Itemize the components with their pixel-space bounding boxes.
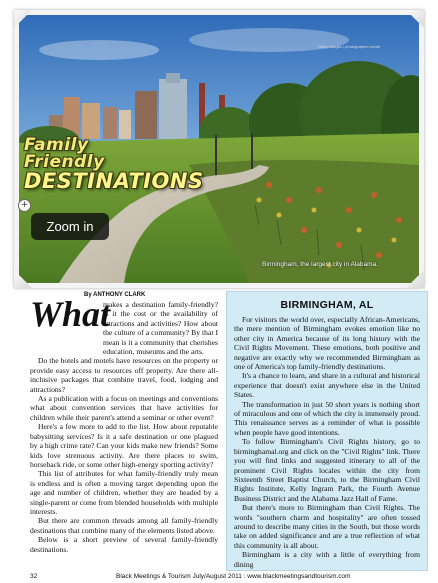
photo-caption: Birmingham, the largest city in Alabama. [262, 261, 378, 268]
headline-line-3: DESTINATIONS [24, 169, 204, 193]
sidebar-body [227, 315, 427, 569]
magazine-footer-text: Black Meetings & Tourism July/August 2011 : www.blackmeetingsandtourism.com [116, 573, 351, 580]
page-number: 32 [30, 573, 38, 580]
article-paragraph: This list of attributes for what family-friendly truly mean is endless and is often a moving target depending upon the age and number of children, whether they are headed by a single-parent or come from blended households with multiple interests. [30, 469, 218, 516]
photo-credit: Getty Images / photographer credit [318, 44, 380, 49]
sidebar-paragraph: For visitors the world over, especially African-Americans, the mere mention of Birmingham evokes emotion like no other city in America because of its long history with the Civil Rights Movement. These emotions, both positive and negative are exactly why we recommended Birmingham as one of America's top family-friendly destinations. [234, 315, 420, 372]
article-paragraph: Here's a few more to add to the list. How about reputable babysitting services? Is it a safe destination or one plagued by a high crime rate? Can your kids make new friends? Some kids love strenuous activity. Are there places to swim, horseback ride, or some other high-energy sporting activity? [30, 422, 218, 469]
article-dropcap: What [30, 294, 111, 334]
article-lead-text: makes a destination family-friendly? Is it the cost or the availability of attractions and activities? How about the culture of a community? By that I mean is it a community that cherishes education, museums and the arts. [103, 300, 218, 357]
article-body [30, 300, 218, 554]
feature-headline [24, 137, 204, 192]
article-paragraph: Do the hotels and motels have resources on the property or provide easy access to resources off property. Are there all-inclusive packages that combine travel, food, lodging and attractions? [30, 356, 218, 394]
headline-line-2: Friendly [24, 152, 105, 172]
sidebar-heading: BIRMINGHAM, AL [280, 299, 374, 311]
zoom-in-button[interactable]: Zoom in [31, 213, 109, 240]
sidebar-paragraph: Birmingham is a city with a little of everything from dining [234, 550, 420, 569]
sidebar-paragraph: To follow Birmingham's Civil Rights history, go to birminghamal.org and click on the "Civil Rights" link. There you will find links and suggested itinerary to all of the prominent Civil Rights locales within the city from Sixteenth Street Baptist Church, to the Birmingham Civil Rights Institute, Kelly Ingram Park, the Fourth Avenue Business District and the Alabama Jazz Hall of Fame. [234, 437, 420, 503]
article-paragraph: As a publication with a focus on meetings and conventions what about convention services that have activities for children while their parent's attend a seminar or other event? [30, 394, 218, 422]
article-byline: By ANTHONY CLARK [84, 292, 146, 298]
destination-sidebar [226, 291, 428, 571]
article-paragraph: Below is a short preview of several family-friendly destinations. [30, 535, 218, 554]
headline-line-1: Family [24, 135, 89, 155]
article-paragraph: But there are common threads among all family-friendly destinations that combine many of the elements listed above. [30, 516, 218, 535]
sidebar-paragraph: The transformation in just 50 short years is nothing short of miraculous and one of which the city is immensely proud. This renaissance serves as a reminder of what is possible when people have good intentions. [234, 399, 420, 437]
article-paragraph [30, 300, 218, 356]
sidebar-paragraph: But there's more to Birmingham than Civil Rights. The words "southern charm and hospitality" are often tossed around to describe many cities in the South, but those words take on added significance and are a true reflection of what this community is all about. [234, 503, 420, 550]
zoom-plus-icon[interactable]: + [18, 199, 31, 212]
sidebar-paragraph: It's a chance to learn, and share in a cultural and historical experience that doesn't exist anywhere else in the United States. [234, 371, 420, 400]
